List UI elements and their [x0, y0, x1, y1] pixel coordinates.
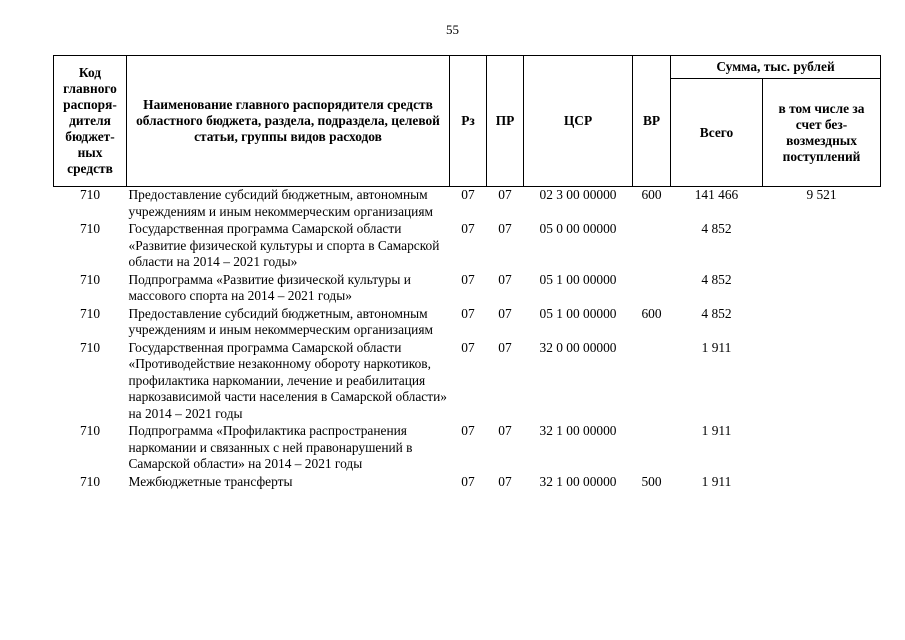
header-free: в том числе за счет без-возмездных поступлений	[763, 79, 881, 187]
table-row	[54, 221, 881, 272]
header-total: Всего	[671, 79, 763, 187]
cell-code: 710	[79, 187, 101, 202]
header-csr: ЦСР	[524, 56, 633, 187]
cell-vr	[633, 272, 671, 306]
cell-csr: 32 1 00 00000	[539, 423, 617, 438]
header-code: Код главного распоря-дителя бюджет-ных средств	[54, 56, 127, 187]
cell-name: Предоставление субсидий бюджетным, автономным учреждениям и иным некоммерческим организациям	[128, 187, 433, 219]
cell-rz: 07	[461, 423, 475, 438]
cell-total: 1 911	[701, 423, 732, 438]
cell-free	[763, 474, 881, 492]
cell-rz: 07	[461, 271, 475, 287]
header-sum-group: Сумма, тыс. рублей	[671, 56, 881, 79]
table-row	[54, 474, 881, 492]
cell-name: Государственная программа Самарской области «Развитие физической культуры и спорта в Самарской области на 2014 – 2021 годы»	[128, 221, 440, 269]
cell-csr: 05 0 00 00000	[539, 221, 617, 236]
cell-name: Государственная программа Самарской области «Противодействие незаконному обороту наркотиков, профилактика наркомании, лечение и реабилитация наркозависимой части населения в Самарской области» на 2014 – 2021 годы	[128, 339, 447, 421]
cell-pr: 07	[498, 187, 512, 202]
cell-rz: 07	[461, 339, 475, 355]
table-body	[54, 187, 881, 492]
cell-vr: 600	[641, 187, 662, 202]
cell-free: 9 521	[806, 187, 837, 202]
cell-csr: 02 3 00 00000	[539, 187, 617, 202]
cell-free	[763, 272, 881, 306]
cell-csr: 05 1 00 00000	[539, 271, 617, 287]
header-rz: Рз	[450, 56, 487, 187]
cell-name: Предоставление субсидий бюджетным, автономным учреждениям и иным некоммерческим организациям	[128, 305, 433, 337]
cell-total: 1 911	[701, 339, 732, 355]
cell-total: 1 911	[701, 473, 732, 489]
cell-pr: 07	[498, 339, 512, 355]
cell-rz: 07	[461, 221, 475, 236]
table-row	[54, 306, 881, 340]
budget-table	[53, 55, 881, 491]
cell-csr: 32 0 00 00000	[539, 339, 617, 355]
cell-pr: 07	[498, 221, 512, 236]
cell-code: 710	[79, 339, 101, 355]
table-row	[54, 272, 881, 306]
cell-code: 710	[79, 305, 101, 321]
cell-name: Подпрограмма «Профилактика распространения наркомании и связанных с ней правонарушений в Самарской области» на 2014 – 2021 годы	[128, 423, 413, 471]
cell-name: Межбюджетные трансферты	[128, 473, 293, 489]
cell-pr: 07	[498, 271, 512, 287]
cell-rz: 07	[461, 305, 475, 321]
cell-vr	[633, 423, 671, 474]
cell-code: 710	[79, 473, 101, 489]
cell-code: 710	[79, 271, 101, 287]
cell-csr: 32 1 00 00000	[539, 473, 617, 489]
cell-code: 710	[79, 221, 101, 236]
cell-vr: 500	[641, 473, 662, 489]
cell-vr	[633, 221, 671, 272]
cell-rz: 07	[461, 473, 475, 489]
cell-free	[763, 306, 881, 340]
cell-pr: 07	[498, 423, 512, 438]
budget-table-container	[53, 55, 881, 491]
cell-pr: 07	[498, 305, 512, 321]
cell-total: 4 852	[701, 271, 732, 287]
cell-free	[763, 340, 881, 424]
table-row	[54, 187, 881, 222]
cell-code: 710	[79, 423, 101, 438]
cell-rz: 07	[461, 187, 475, 202]
cell-free	[763, 221, 881, 272]
cell-name: Подпрограмма «Развитие физической культуры и массового спорта на 2014 – 2021 годы»	[128, 271, 411, 303]
cell-total: 141 466	[694, 187, 739, 202]
cell-total: 4 852	[701, 221, 732, 236]
cell-csr: 05 1 00 00000	[539, 305, 617, 321]
table-header	[54, 56, 881, 187]
table-row	[54, 340, 881, 424]
cell-total: 4 852	[701, 305, 732, 321]
header-vr: ВР	[633, 56, 671, 187]
header-name: Наименование главного распорядителя средств областного бюджета, раздела, подраздела, целевой статьи, группы видов расходов	[127, 56, 450, 187]
cell-free	[763, 423, 881, 474]
header-pr: ПР	[487, 56, 524, 187]
cell-vr: 600	[641, 305, 662, 321]
table-row	[54, 423, 881, 474]
cell-pr: 07	[498, 473, 512, 489]
cell-vr	[633, 340, 671, 424]
page-number: 55	[446, 22, 459, 37]
